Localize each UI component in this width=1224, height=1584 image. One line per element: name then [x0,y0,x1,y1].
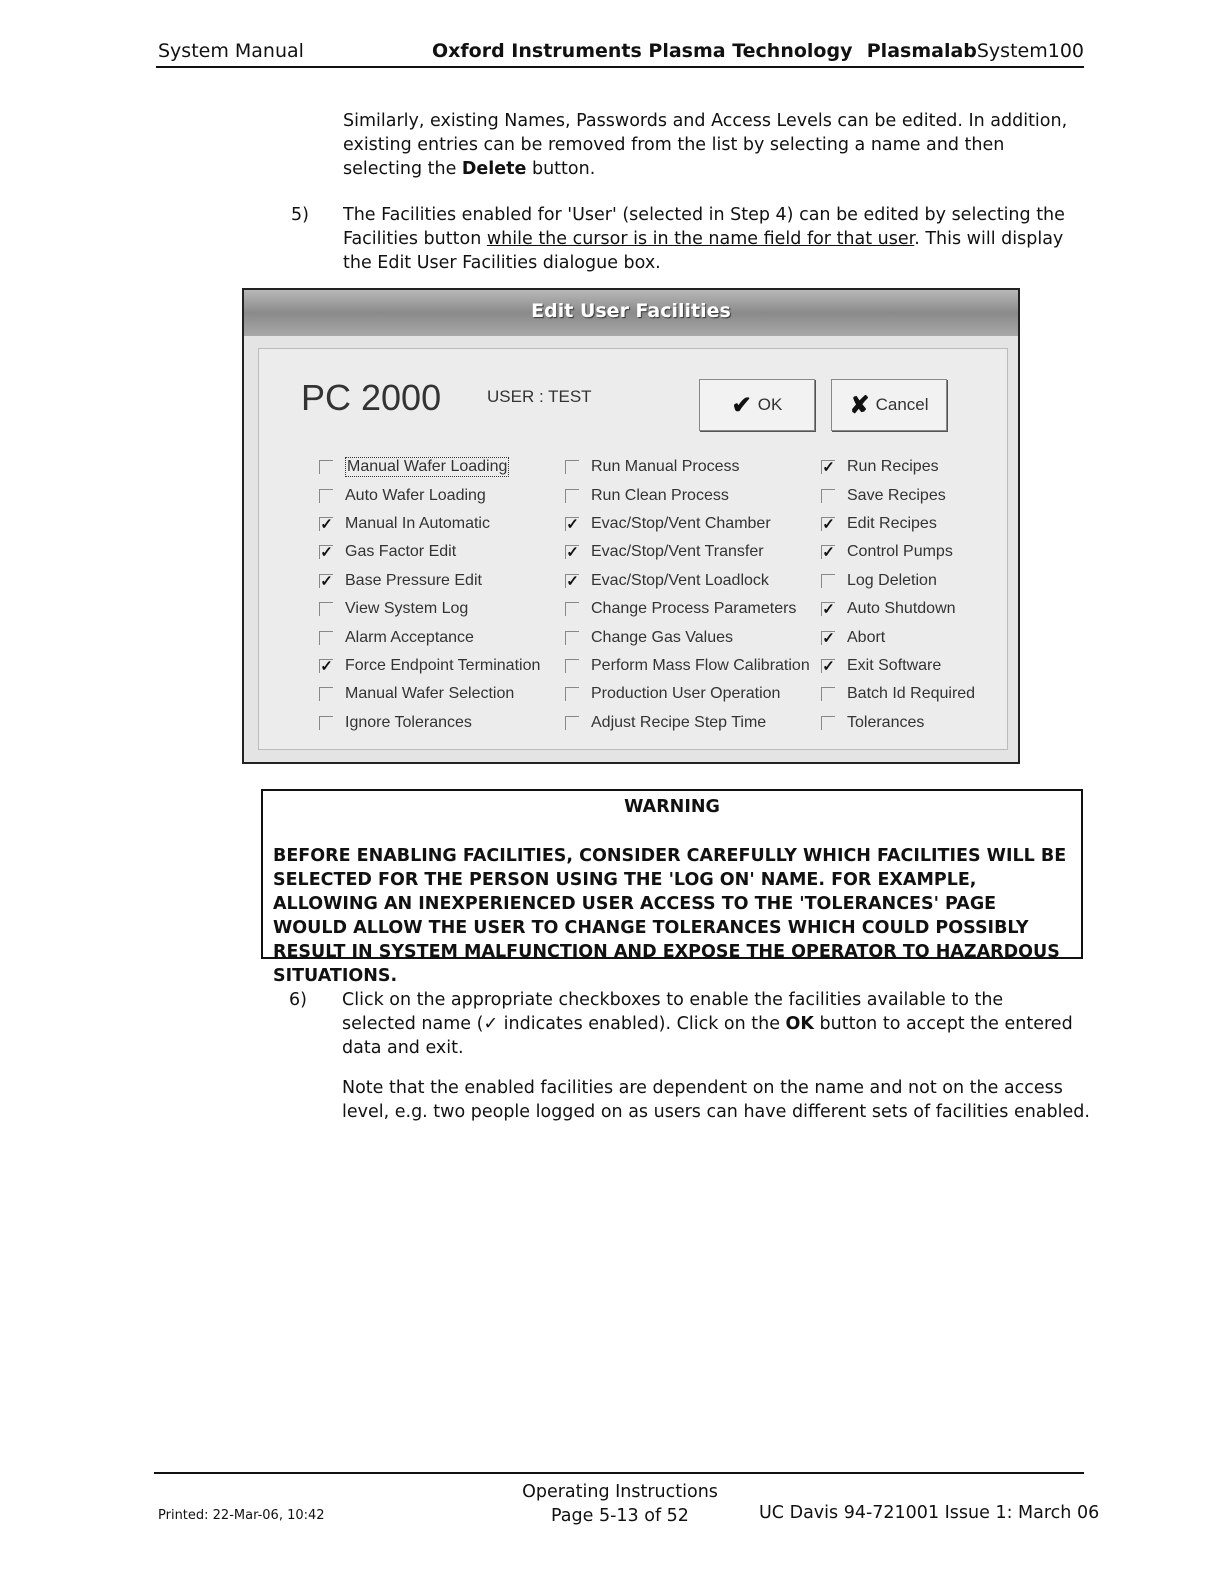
facility-label: Exit Software [847,656,942,674]
facility-label: Control Pumps [847,543,953,561]
step-5-number: 5) [291,205,309,225]
para1-text-a: Similarly, existing Names, Passwords and Access Levels can be edited. In addition, existing entries can be removed from the list by selecting a name and then selecting the [343,111,1068,179]
step5-text-a: The Facilities enabled for 'User' (selected in Step 4) can be edited by selecting the Facilities button [343,205,1065,249]
para1-text-b: button. [526,159,596,179]
facility-label: Evac/Stop/Vent Loadlock [591,571,769,589]
facility-label: Auto Wafer Loading [345,486,486,504]
facility-label: Auto Shutdown [847,600,956,618]
checked-checkbox-icon[interactable]: ✓ [822,544,835,562]
facility-checkbox-row[interactable] [565,595,810,623]
facility-checkbox-row[interactable] [319,680,540,708]
facility-checkbox-row[interactable] [565,538,810,566]
footer-page: Page 5-13 of 52 [551,1506,689,1526]
cross-icon: ✘ [849,391,870,419]
facility-checkbox-row[interactable] [565,652,810,680]
unchecked-checkbox-icon[interactable] [319,489,333,503]
footer-section: Operating Instructions [522,1482,718,1502]
step-6-text [342,988,1082,1060]
facility-label: Change Process Parameters [591,600,797,618]
checked-checkbox-icon[interactable]: ✓ [822,629,835,647]
unchecked-checkbox-icon[interactable] [319,631,333,645]
unchecked-checkbox-icon[interactable] [565,602,579,616]
facility-checkbox-row[interactable] [319,481,540,509]
facility-checkbox-row[interactable] [565,680,810,708]
header-product [867,40,1084,62]
unchecked-checkbox-icon[interactable] [319,602,333,616]
dialog-title: Edit User Facilities [531,300,731,322]
system-name: PC 2000 [301,377,442,418]
dialog-body [258,348,1008,750]
cancel-button[interactable] [831,379,947,431]
unchecked-checkbox-icon[interactable] [565,489,579,503]
ok-button[interactable] [699,379,815,431]
step6-text-a: Click on the appropriate checkboxes to enable the facilities available to the selected name (✓ indicates enabled). Click on the [342,990,1004,1034]
facility-checkbox-row[interactable] [565,709,810,737]
warning-title: WARNING [624,797,720,817]
unchecked-checkbox-icon[interactable] [821,489,835,503]
facility-label: Log Deletion [847,571,937,589]
facilities-column-1 [319,453,540,737]
footer-doc-id: UC Davis 94-721001 Issue 1: March 06 [759,1503,1100,1523]
step5-underline: while the cursor is in the name field for that user [486,229,915,249]
facility-checkbox-row[interactable] [319,709,540,737]
facility-checkbox-row[interactable] [319,595,540,623]
facility-label: Tolerances [847,713,925,731]
checked-checkbox-icon[interactable]: ✓ [822,459,835,477]
facility-checkbox-row[interactable] [821,623,975,651]
facility-label: Run Manual Process [591,458,740,476]
edit-user-facilities-dialog [242,288,1020,764]
warning-box [261,789,1083,986]
checked-checkbox-icon[interactable]: ✓ [320,515,333,533]
facility-label: Perform Mass Flow Calibration [591,656,810,674]
unchecked-checkbox-icon[interactable] [565,631,579,645]
facility-checkbox-row[interactable] [319,623,540,651]
facilities-column-2 [565,453,810,737]
unchecked-checkbox-icon[interactable] [319,716,333,730]
facility-checkbox-row[interactable] [565,567,810,595]
facility-checkbox-row[interactable] [565,623,810,651]
note-paragraph: Note that the enabled facilities are dependent on the name and not on the access level, e.g. two people logged on as users can have different sets of facilities enabled. [342,1078,1090,1122]
unchecked-checkbox-icon[interactable] [565,659,579,673]
facility-label: Gas Factor Edit [345,543,457,561]
facility-checkbox-row[interactable] [821,595,975,623]
facility-label: Base Pressure Edit [345,571,482,589]
facility-label: Edit Recipes [847,514,937,532]
facility-checkbox-row[interactable] [821,680,975,708]
user-label: USER : TEST [487,387,592,406]
facility-checkbox-row[interactable] [821,453,975,481]
header-product-rest: System100 [976,40,1084,62]
facility-checkbox-row[interactable] [319,510,540,538]
facility-checkbox-row[interactable] [821,510,975,538]
facility-label: View System Log [345,600,469,618]
unchecked-checkbox-icon[interactable] [565,716,579,730]
unchecked-checkbox-icon[interactable] [319,460,333,474]
para1-delete-bold: Delete [461,159,527,179]
unchecked-checkbox-icon[interactable] [821,716,835,730]
facility-checkbox-row[interactable] [565,453,810,481]
checkmark-icon: ✔ [731,391,752,419]
facility-label: Change Gas Values [591,628,734,646]
header-rule [156,66,1084,68]
facility-checkbox-row[interactable] [821,538,975,566]
unchecked-checkbox-icon[interactable] [821,574,835,588]
facility-checkbox-row[interactable] [565,481,810,509]
footer-rule [154,1472,1084,1474]
facility-label: Abort [847,628,886,646]
facility-label: Manual Wafer Loading [347,458,508,476]
facilities-column-3 [821,453,975,737]
step-5-text [343,203,1083,275]
step5-text-b: . This will display the Edit User Facilities dialogue box. [343,229,1064,273]
facility-checkbox-row[interactable] [319,453,540,481]
checked-checkbox-icon[interactable]: ✓ [822,601,835,619]
checked-checkbox-icon[interactable]: ✓ [566,544,579,562]
checked-checkbox-icon[interactable]: ✓ [320,572,333,590]
unchecked-checkbox-icon[interactable] [319,687,333,701]
facility-label: Evac/Stop/Vent Transfer [591,543,764,561]
facility-checkbox-row[interactable] [319,538,540,566]
step-6-number: 6) [289,990,307,1010]
checked-checkbox-icon[interactable]: ✓ [566,515,579,533]
unchecked-checkbox-icon[interactable] [821,687,835,701]
checked-checkbox-icon[interactable]: ✓ [566,572,579,590]
facility-checkbox-row[interactable] [821,709,975,737]
header-manual-title: System Manual [158,40,304,62]
facility-label: Force Endpoint Termination [345,656,541,674]
facility-checkbox-row[interactable] [821,481,975,509]
header-company: Oxford Instruments Plasma Technology [432,40,853,62]
facility-checkbox-row[interactable] [821,652,975,680]
checked-checkbox-icon[interactable]: ✓ [320,657,333,675]
footer-center [520,1480,720,1528]
facility-label: Batch Id Required [847,685,976,703]
cancel-button-label: Cancel [875,395,929,414]
facility-label: Run Recipes [847,458,939,476]
dialog-titlebar [244,290,1018,336]
facility-label: Production User Operation [591,685,781,703]
facility-checkbox-row[interactable] [319,652,540,680]
ok-button-label: OK [757,395,783,414]
step6-ok-bold: OK [785,1014,814,1034]
facility-checkbox-row[interactable] [319,567,540,595]
facility-label: Ignore Tolerances [345,713,472,731]
checked-checkbox-icon[interactable]: ✓ [822,515,835,533]
facility-label: Manual Wafer Selection [345,685,515,703]
facility-label: Alarm Acceptance [345,628,474,646]
warning-text: BEFORE ENABLING FACILITIES, CONSIDER CAREFULLY WHICH FACILITIES WILL BE SELECTED FOR THE PERSON USING THE 'LOG ON' NAME. FOR EXAMPLE, ALLOWING AN INEXPERIENCED USER ACCESS TO THE 'TOLERANCES' PAGE WOULD ALLOW THE USER TO CHANGE TOLERANCES WHICH COULD POSSIBLY RESULT IN SYSTEM MALFUNCTION AND EXPOSE THE OPERATOR TO HAZARDOUS SITUATIONS. [273,846,1067,986]
footer-printed: Printed: 22-Mar-06, 10:42 [158,1508,325,1523]
paragraph-edit-entries [343,109,1083,181]
checked-checkbox-icon[interactable]: ✓ [822,657,835,675]
facility-label: Manual In Automatic [345,514,490,532]
facility-label: Run Clean Process [591,486,729,504]
unchecked-checkbox-icon[interactable] [565,460,579,474]
checked-checkbox-icon[interactable]: ✓ [320,544,333,562]
facility-label: Save Recipes [847,486,946,504]
facility-checkbox-row[interactable] [565,510,810,538]
unchecked-checkbox-icon[interactable] [565,687,579,701]
header-product-bold: Plasmalab [866,40,977,62]
step6-text-b: button to accept the entered data and exit. [342,1014,1073,1058]
facility-label: Evac/Stop/Vent Chamber [591,514,771,532]
facility-label: Adjust Recipe Step Time [591,713,767,731]
facility-checkbox-row[interactable] [821,567,975,595]
